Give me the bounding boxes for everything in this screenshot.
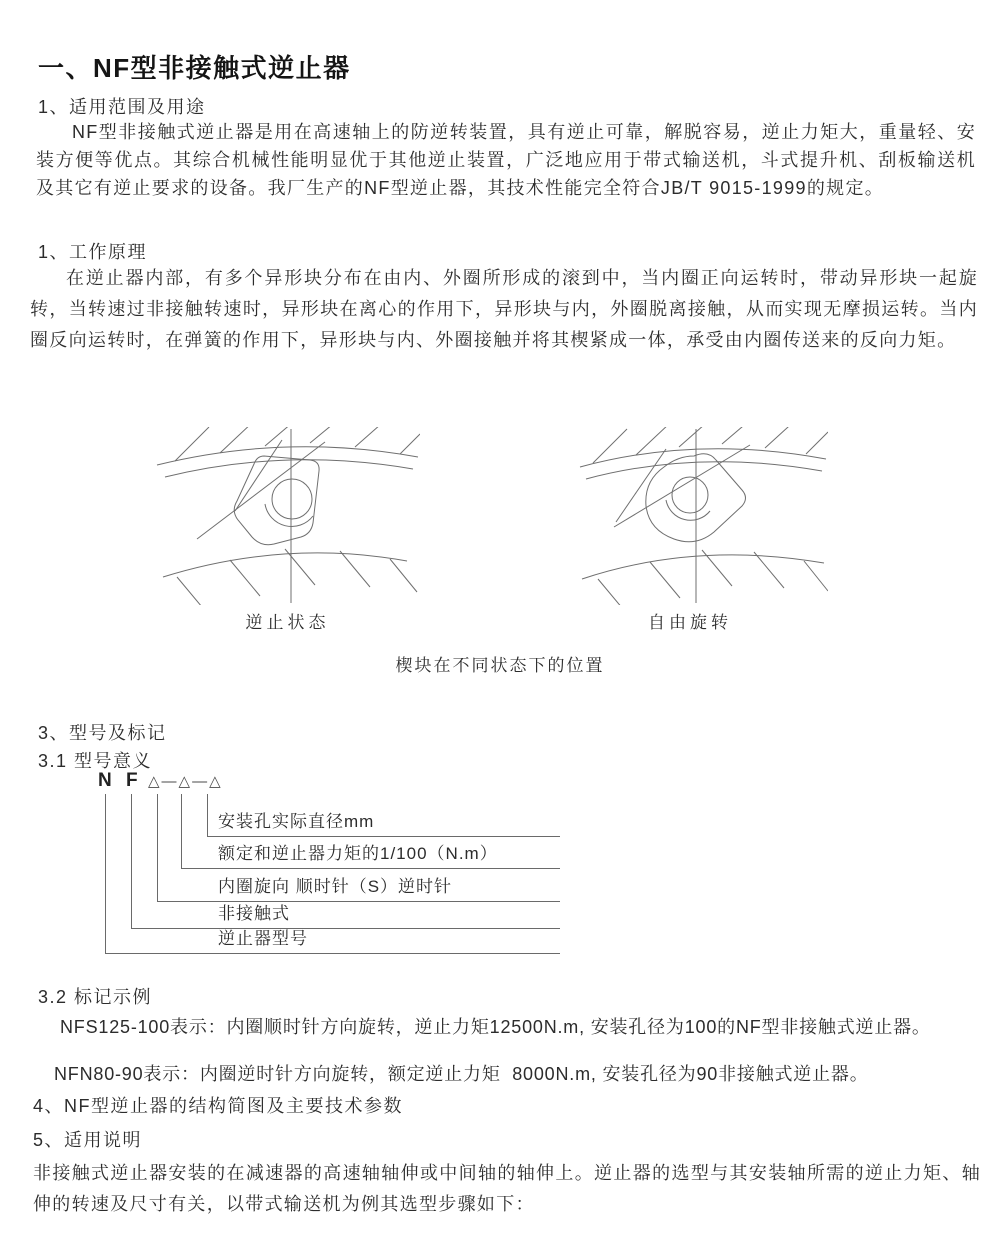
backstop-state-sketch <box>155 427 420 605</box>
usage-note-heading: 5、适用说明 <box>33 1130 143 1150</box>
backstop-state-figure <box>155 427 420 605</box>
marking-example-subheading: 3.2 标记示例 <box>38 987 153 1007</box>
scope-paragraph: NF型非接触式逆止器是用在高速轴上的防逆转装置，具有逆止可靠，解脱容易，逆止力矩大，重量轻、安装方便等优点。其综合机械性能明显优于其他逆止装置，广泛地应用于带式输送机，斗式提升机、刮板输送机及其它有逆止要求的设备。我厂生产的NF型逆止器，其技术性能完全符合JB/T 9015-1999的规定。 <box>36 122 976 198</box>
structure-params-heading: 4、NF型逆止器的结构简图及主要技术参数 <box>33 1096 404 1116</box>
model-marking-heading: 3、型号及标记 <box>38 723 167 743</box>
designation-row-rotation-direction <box>157 875 560 902</box>
code-letter-f: F <box>126 770 138 791</box>
free-rotation-label: 自由旋转 <box>648 613 732 632</box>
designation-label-bore-diameter: 安装孔实际直径mm <box>218 812 375 831</box>
principle-heading: 1、工作原理 <box>38 242 148 262</box>
designation-label-model: 逆止器型号 <box>218 929 308 948</box>
designation-label-rotation-direction: 内圈旋向 顺时针（S）逆时针 <box>218 877 453 896</box>
designation-row-model <box>105 927 560 954</box>
figure-caption: 楔块在不同状态下的位置 <box>395 656 605 675</box>
designation-row-torque <box>181 842 560 869</box>
designation-label-non-contact: 非接触式 <box>218 904 290 923</box>
usage-note-paragraph: 非接触式逆止器安装的在减速器的高速轴轴伸或中间轴的轴伸上。逆止器的选型与其安装轴所需的逆止力矩、轴伸的转速及尺寸有关，以带式输送机为例其选型步骤如下： <box>33 1163 981 1214</box>
principle-paragraph: 在逆止器内部，有多个异形块分布在由内、外圈所形成的滚到中，当内圈正向运转时，带动异形块一起旋转，当转速过非接触转速时，异形块在离心的作用下，异形块与内，外圈脱离接触，从而实现无摩损运转。当内圈反向运转时，在弹簧的作用下，异形块与内、外圈接触并将其楔紧成一体，承受由内圈传送来的反向力矩。 <box>30 268 978 350</box>
designation-row-non-contact <box>131 902 560 929</box>
designation-label-torque: 额定和逆止器力矩的1/100（N.m） <box>218 844 498 863</box>
backstop-state-label: 逆止状态 <box>245 613 330 632</box>
scope-heading: 1、适用范围及用途 <box>38 97 206 117</box>
designation-row-bore-diameter <box>207 810 560 837</box>
free-rotation-sketch <box>578 427 828 605</box>
page-title: 一、NF型非接触式逆止器 <box>38 53 351 83</box>
marking-example-1: NFS125-100表示：内圈顺时针方向旋转，逆止力矩12500N.m, 安装孔径为100的NF型非接触式逆止器。 <box>60 1017 931 1037</box>
model-meaning-subheading: 3.1 型号意义 <box>38 751 153 771</box>
model-designation-diagram <box>98 770 562 962</box>
marking-example-2: NFN80-90表示：内圈逆时针方向旋转，额定逆止力矩 8000N.m, 安装孔径为90非接触式逆止器。 <box>54 1064 869 1084</box>
free-rotation-figure <box>578 427 828 605</box>
code-letter-n: N <box>98 770 112 791</box>
code-placeholders: △—△—△ <box>148 773 223 790</box>
